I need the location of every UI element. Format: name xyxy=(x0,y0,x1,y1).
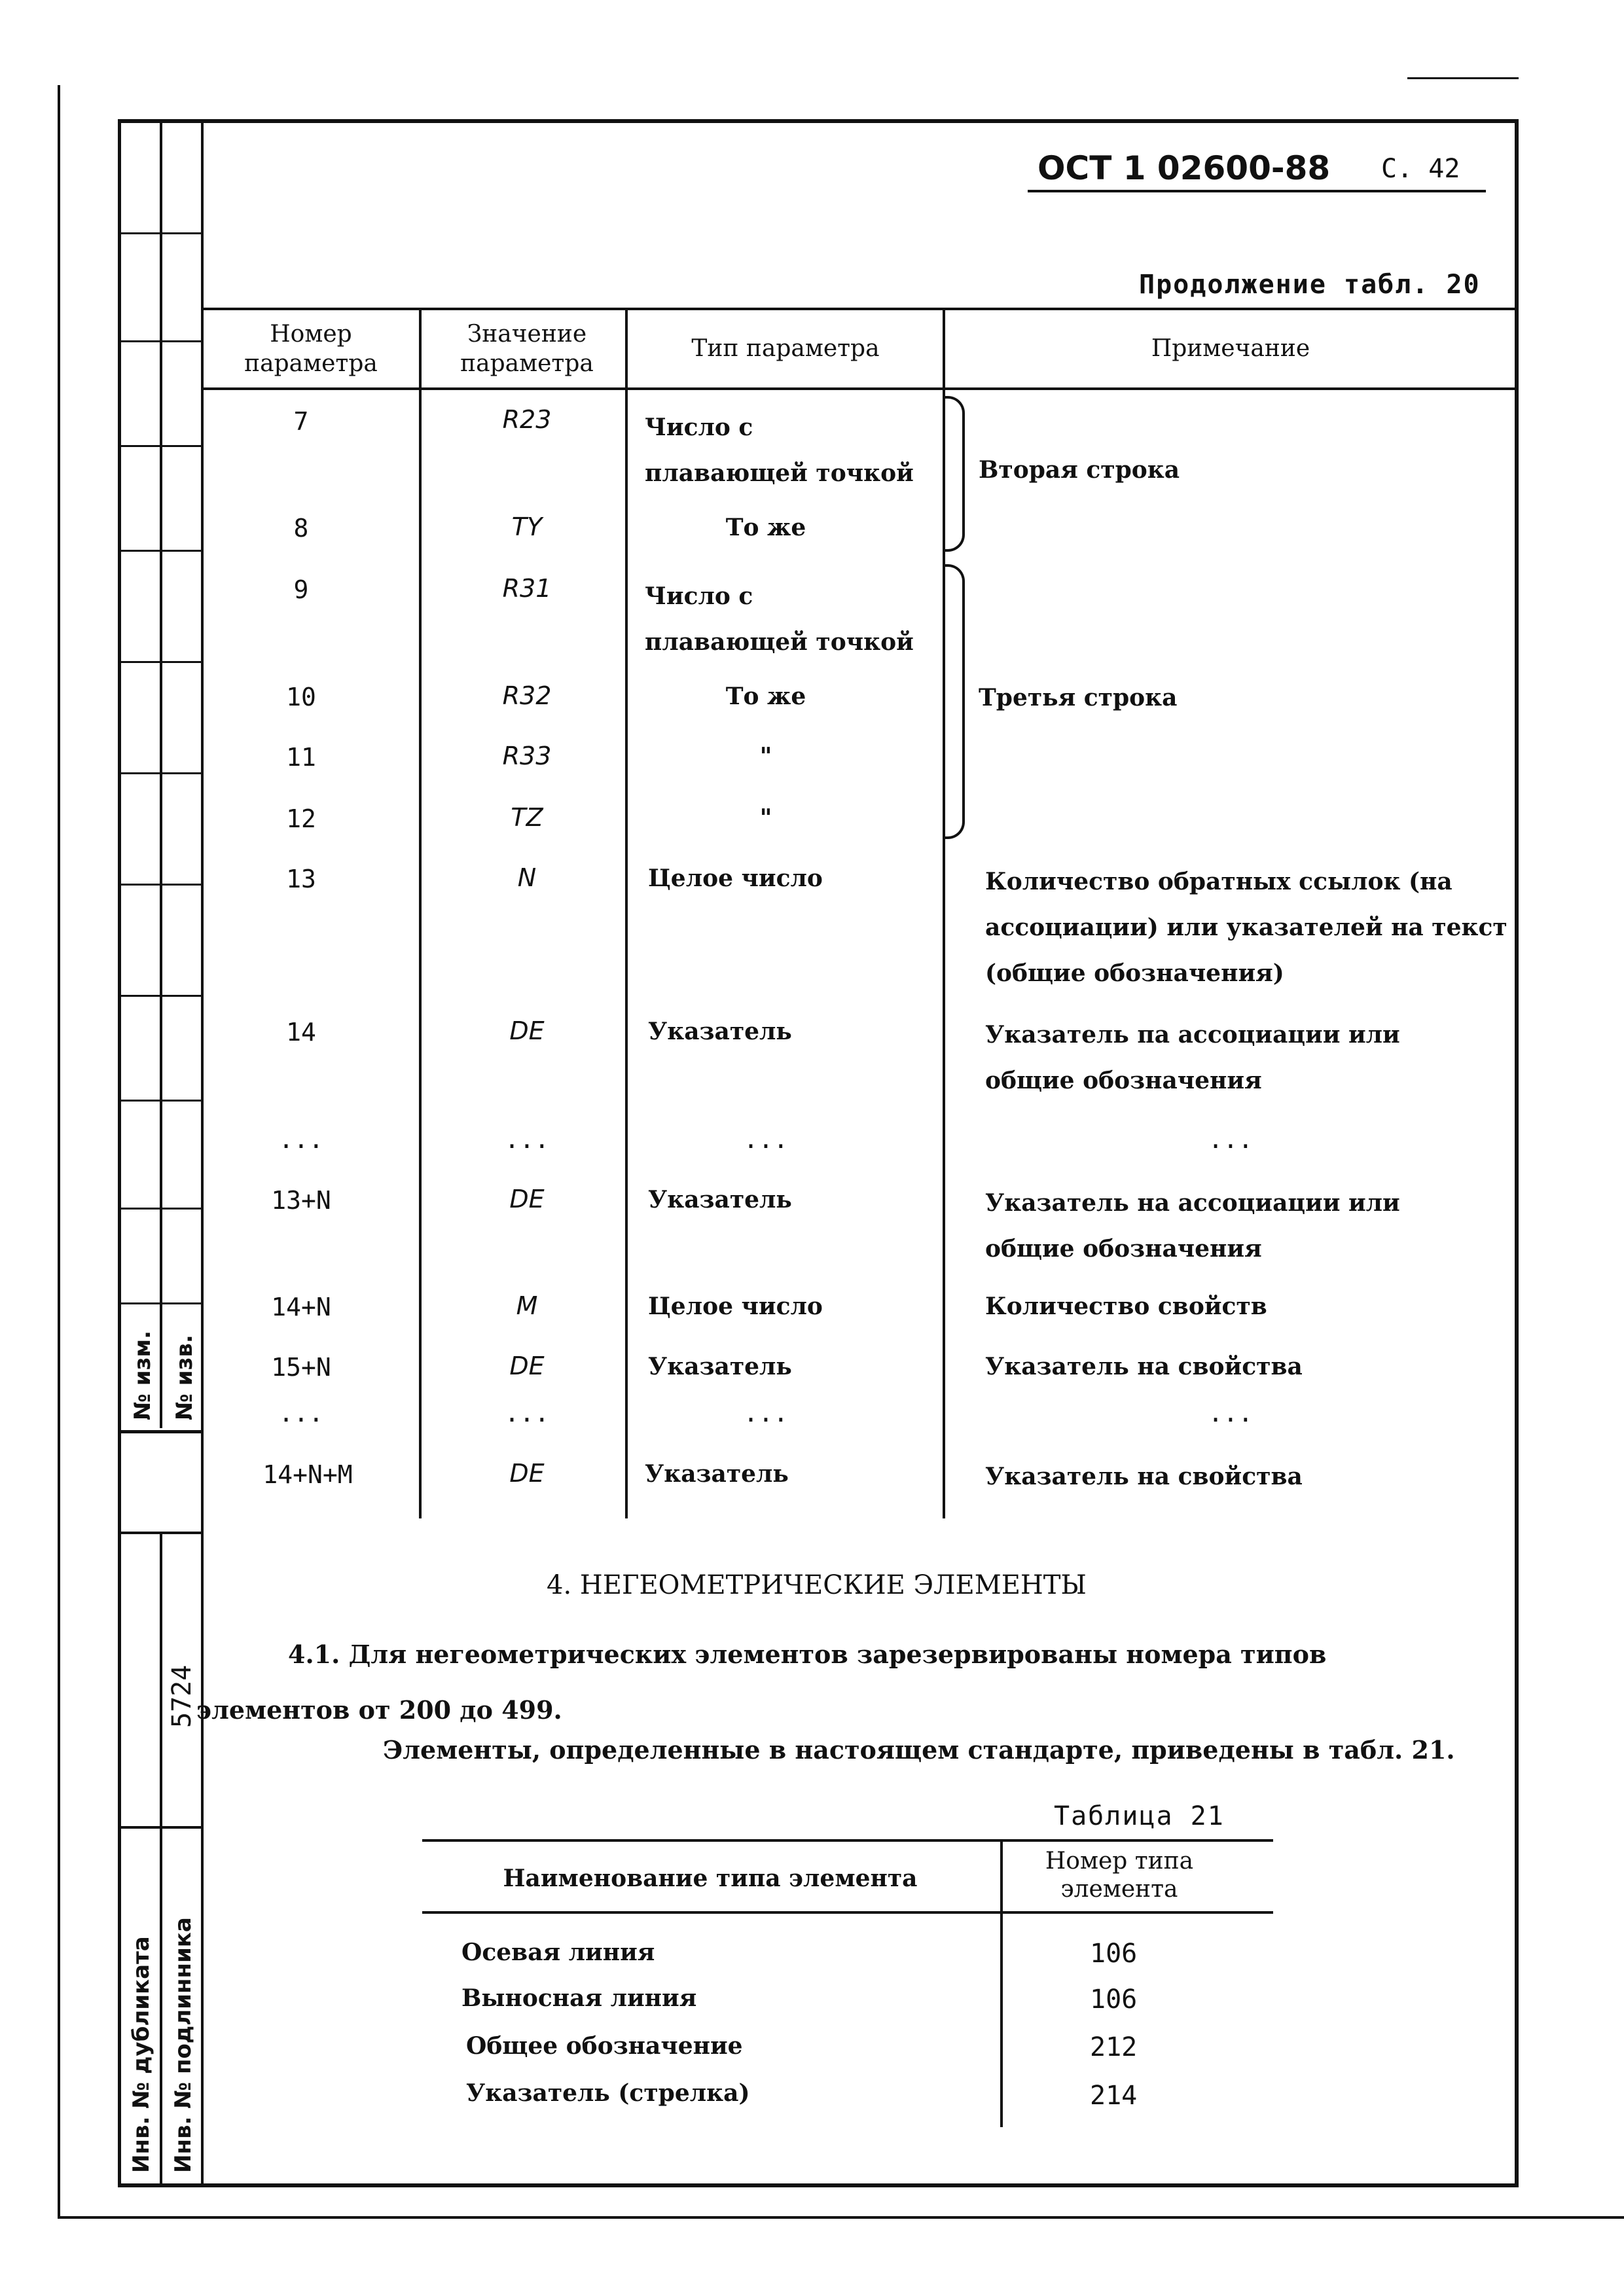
row-num: 14+N+M xyxy=(262,1460,353,1489)
row-value: DE xyxy=(509,1016,545,1045)
stamp-tick xyxy=(118,340,203,342)
doc-code: ОСТ 1 02600-88 xyxy=(1038,149,1331,187)
table20-head-bottom xyxy=(201,387,1517,390)
table21-top xyxy=(422,1839,1273,1842)
doc-code-underline xyxy=(1028,190,1486,192)
table21-row-name: Общее обозначение xyxy=(466,2032,743,2060)
stamp-top xyxy=(118,1532,203,1534)
section-paragraph: 4.1. Для негеометрических элементов зарезервированы номера типов элементов от 200 до 499. xyxy=(196,1640,1327,1725)
row-num: 13 xyxy=(286,865,316,893)
frame-right xyxy=(1515,119,1519,2187)
stamp-col-1b xyxy=(160,1532,162,2186)
stamp-tick xyxy=(118,1208,203,1210)
table21-col-header: Наименование типа элемента xyxy=(503,1865,918,1892)
stamp-izm: № изм. xyxy=(130,1330,156,1420)
row-num: 8 xyxy=(293,514,309,543)
table21-row-name: Осевая линия xyxy=(461,1939,655,1966)
table21-row-code: 214 xyxy=(1090,2081,1138,2111)
note-second-row: Вторая строка xyxy=(979,456,1180,484)
table20-col-header: Значение параметра xyxy=(460,321,594,377)
section-paragraph: Элементы, определенные в настоящем стандарте, приведены в табл. 21. xyxy=(383,1735,1455,1765)
row-value: N xyxy=(517,863,537,892)
continuation-label: Продолжение табл. 20 xyxy=(1139,270,1481,300)
row-num: 15+N xyxy=(271,1353,331,1382)
stamp-mid xyxy=(118,1826,203,1829)
row-type: Указатель xyxy=(645,1460,789,1488)
stamp-tick xyxy=(118,772,203,774)
table21-caption: Таблица 21 xyxy=(1054,1801,1225,1831)
row-num: 12 xyxy=(286,804,316,833)
row-note: Указатель на свойства xyxy=(985,1463,1303,1490)
row-type: Указатель xyxy=(648,1186,792,1213)
row-ellipsis: ... xyxy=(1208,1125,1254,1154)
stamp-tick xyxy=(118,232,203,234)
row-ellipsis: ... xyxy=(278,1399,324,1427)
row-value: TY xyxy=(511,512,543,541)
row-ellipsis: ... xyxy=(278,1125,324,1154)
table20-top xyxy=(201,308,1517,310)
brace-second-row xyxy=(945,396,965,552)
stamp-tick xyxy=(118,661,203,663)
row-type: Указатель xyxy=(648,1353,792,1380)
corner-mark xyxy=(1407,77,1519,79)
table21-row-code: 106 xyxy=(1090,1984,1138,2015)
note-third-row: Третья строка xyxy=(979,684,1178,711)
row-ellipsis: ... xyxy=(504,1399,550,1427)
row-value: M xyxy=(516,1291,538,1320)
table20-col-header: Номер параметра xyxy=(244,321,378,377)
frame-bottom xyxy=(118,2183,1519,2187)
table21-row-code: 212 xyxy=(1090,2032,1138,2062)
row-num: 11 xyxy=(286,743,316,772)
row-type: Число с плавающей точкой xyxy=(645,414,914,487)
page-label: С. 42 xyxy=(1381,154,1460,184)
table20-col-line xyxy=(625,308,628,1518)
row-num: 7 xyxy=(293,407,309,436)
table20-col-header: Примечание xyxy=(1151,335,1310,362)
row-num: 14 xyxy=(286,1018,316,1047)
row-num: 10 xyxy=(286,683,316,711)
row-num: 9 xyxy=(293,575,309,604)
stamp-podl: Инв. № подлинника xyxy=(170,1917,196,2173)
row-type: Указатель xyxy=(648,1018,792,1045)
row-value: DE xyxy=(509,1352,545,1380)
stamp-izv: № изв. xyxy=(171,1335,198,1420)
row-type: Число с плавающей точкой xyxy=(645,583,914,656)
row-type: Целое число xyxy=(648,865,823,892)
table21-row-name: Выносная линия xyxy=(461,1984,697,2012)
stamp-tick xyxy=(118,550,203,552)
brace-third-row xyxy=(945,564,965,839)
row-note: Количество обратных ссылок (на ассоциации) или указателей на текст (общие обозначения) xyxy=(985,868,1507,987)
frame-left xyxy=(118,119,121,2187)
table21-col-line xyxy=(1000,1839,1003,2127)
row-note: Указатель на свойства xyxy=(985,1353,1303,1380)
stamp-tick xyxy=(118,995,203,997)
table20-col-line xyxy=(419,308,422,1518)
stamp-tick xyxy=(118,1100,203,1102)
row-ellipsis: ... xyxy=(743,1125,789,1154)
row-num: 14+N xyxy=(271,1293,331,1321)
row-ellipsis: ... xyxy=(743,1399,789,1427)
row-type-ditto: " xyxy=(759,743,772,770)
row-value: DE xyxy=(509,1459,545,1488)
table21-row-code: 106 xyxy=(1090,1939,1138,1969)
row-type-ditto: " xyxy=(759,804,772,832)
row-type: То же xyxy=(725,683,806,710)
stamp-tick xyxy=(118,445,203,447)
sheet-edge-bottom xyxy=(58,2216,1624,2219)
row-value: R33 xyxy=(502,742,552,770)
row-num: 13+N xyxy=(271,1186,331,1215)
section-heading: 4. НЕГЕОМЕТРИЧЕСКИЕ ЭЛЕМЕНТЫ xyxy=(547,1570,1087,1600)
table20-col-header: Тип параметра xyxy=(691,335,880,362)
row-type: То же xyxy=(725,514,806,541)
stamp-col-2 xyxy=(201,119,204,2187)
row-ellipsis: ... xyxy=(504,1125,550,1154)
table21-col-header: Номер типа элемента xyxy=(1045,1848,1194,1903)
row-ellipsis: ... xyxy=(1208,1399,1254,1427)
row-value: TZ xyxy=(511,803,543,832)
stamp-tick xyxy=(118,1302,203,1304)
table21-head-bottom xyxy=(422,1911,1273,1914)
stamp-number: 5724 xyxy=(167,1664,197,1728)
row-value: R32 xyxy=(502,681,552,710)
row-value: R31 xyxy=(502,574,552,603)
row-note: Количество свойств xyxy=(985,1293,1267,1320)
frame-top xyxy=(118,119,1519,123)
row-value: R23 xyxy=(502,405,552,434)
sheet-edge-left xyxy=(58,85,60,2219)
stamp-dubl: Инв. № дубликата xyxy=(128,1936,154,2173)
row-note: Указатель на ассоциации или общие обозначения xyxy=(985,1189,1400,1263)
row-type: Целое число xyxy=(648,1293,823,1320)
row-value: DE xyxy=(509,1185,545,1213)
stamp-tick xyxy=(118,884,203,886)
stamp-divider xyxy=(118,1430,203,1433)
table21-row-name: Указатель (стрелка) xyxy=(466,2079,750,2107)
row-note: Указатель па ассоциации или общие обозначения xyxy=(985,1021,1400,1094)
